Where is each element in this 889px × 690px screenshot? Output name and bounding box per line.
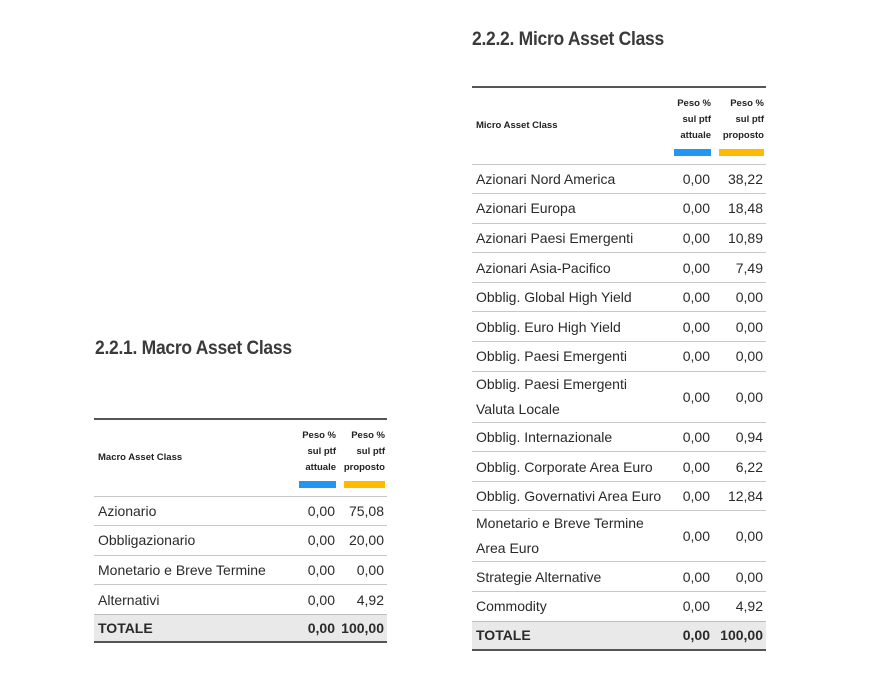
- current-color-swatch: [674, 149, 711, 156]
- total-row: [94, 614, 387, 642]
- row-name: Azionari Paesi Emergenti: [472, 223, 668, 253]
- row-name: Obblig. Corporate Area Euro: [472, 452, 668, 482]
- macro-header-proposed: [338, 419, 387, 496]
- micro-header-proposed: [713, 87, 766, 164]
- row-proposed: 0,00: [713, 562, 766, 592]
- row-name: Obblig. Euro High Yield: [472, 312, 668, 342]
- row-current: 0,00: [293, 585, 338, 615]
- micro-header-current-line2: sul ptf: [682, 113, 711, 125]
- macro-header-proposed-line3: proposto: [343, 461, 385, 473]
- row-proposed: 0,00: [713, 511, 766, 562]
- row-current: 0,00: [668, 342, 713, 372]
- macro-section-title: 2.2.1. Macro Asset Class: [95, 338, 292, 359]
- micro-header-name: Micro Asset Class: [476, 119, 558, 131]
- row-current: 0,00: [668, 282, 713, 312]
- table-row: [472, 511, 766, 562]
- micro-header-proposed-line3: proposto: [722, 129, 764, 141]
- proposed-color-swatch: [344, 481, 385, 488]
- table-row: [472, 312, 766, 342]
- row-proposed: 75,08: [338, 496, 387, 526]
- macro-asset-table: [94, 418, 387, 643]
- table-row: [472, 592, 766, 622]
- row-current: 0,00: [668, 592, 713, 622]
- table-row: [472, 223, 766, 253]
- row-name: Azionari Europa: [472, 194, 668, 224]
- micro-header-current-line1: Peso %: [677, 97, 711, 109]
- row-proposed: 0,00: [713, 312, 766, 342]
- row-current: 0,00: [668, 562, 713, 592]
- macro-header-proposed-line1: Peso %: [351, 429, 385, 441]
- row-current: 0,00: [668, 223, 713, 253]
- row-proposed: 0,00: [713, 342, 766, 372]
- row-proposed: 4,92: [713, 592, 766, 622]
- micro-header-proposed-line1: Peso %: [730, 97, 764, 109]
- row-proposed: 0,94: [713, 422, 766, 452]
- macro-header-proposed-line2: sul ptf: [356, 445, 385, 457]
- total-label: TOTALE: [472, 621, 668, 650]
- table-row: [472, 194, 766, 224]
- row-proposed: 0,00: [713, 371, 766, 422]
- row-name: Commodity: [472, 592, 668, 622]
- total-proposed: 100,00: [713, 621, 766, 650]
- micro-header-proposed-line2: sul ptf: [735, 113, 764, 125]
- macro-header-current-line1: Peso %: [302, 429, 336, 441]
- row-current: 0,00: [668, 511, 713, 562]
- total-current: 0,00: [668, 621, 713, 650]
- macro-header-row: [94, 419, 387, 496]
- row-name: Obblig. Paesi Emergenti Valuta Locale: [472, 371, 668, 422]
- table-row: [472, 253, 766, 283]
- table-row: [94, 526, 387, 556]
- row-current: 0,00: [293, 526, 338, 556]
- row-proposed: 38,22: [713, 164, 766, 194]
- row-name: Obblig. Governativi Area Euro: [472, 481, 668, 511]
- table-row: [472, 371, 766, 422]
- micro-header-current: [668, 87, 713, 164]
- micro-asset-table: [472, 86, 766, 651]
- micro-header-row: [472, 87, 766, 164]
- row-name: Strategie Alternative: [472, 562, 668, 592]
- table-row: [472, 562, 766, 592]
- row-proposed: 12,84: [713, 481, 766, 511]
- row-current: 0,00: [668, 422, 713, 452]
- row-current: 0,00: [668, 253, 713, 283]
- row-proposed: 4,92: [338, 585, 387, 615]
- total-proposed: 100,00: [338, 614, 387, 642]
- row-name: Alternativi: [94, 585, 293, 615]
- row-proposed: 6,22: [713, 452, 766, 482]
- table-row: [472, 422, 766, 452]
- table-row: [94, 585, 387, 615]
- row-proposed: 0,00: [338, 555, 387, 585]
- macro-header-current: [293, 419, 338, 496]
- row-current: 0,00: [668, 312, 713, 342]
- row-proposed: 0,00: [713, 282, 766, 312]
- row-name: Azionari Nord America: [472, 164, 668, 194]
- total-row: [472, 621, 766, 650]
- table-row: [472, 282, 766, 312]
- row-name: Azionari Asia-Pacifico: [472, 253, 668, 283]
- macro-header-current-line3: attuale: [305, 461, 336, 473]
- row-name: Obblig. Internazionale: [472, 422, 668, 452]
- row-name: Obbligazionario: [94, 526, 293, 556]
- row-proposed: 18,48: [713, 194, 766, 224]
- row-proposed: 20,00: [338, 526, 387, 556]
- row-name: Obblig. Global High Yield: [472, 282, 668, 312]
- row-name: Monetario e Breve Termine: [94, 555, 293, 585]
- table-row: [472, 342, 766, 372]
- current-color-swatch: [299, 481, 336, 488]
- row-current: 0,00: [668, 371, 713, 422]
- macro-header-name: Macro Asset Class: [98, 451, 183, 463]
- total-label: TOTALE: [94, 614, 293, 642]
- row-name: Monetario e Breve Termine Area Euro: [472, 511, 668, 562]
- macro-header-current-line2: sul ptf: [307, 445, 336, 457]
- table-row: [94, 555, 387, 585]
- table-row: [94, 496, 387, 526]
- table-row: [472, 452, 766, 482]
- row-current: 0,00: [668, 481, 713, 511]
- row-name: Obblig. Paesi Emergenti: [472, 342, 668, 372]
- row-current: 0,00: [668, 164, 713, 194]
- row-name: Azionario: [94, 496, 293, 526]
- total-current: 0,00: [293, 614, 338, 642]
- table-row: [472, 164, 766, 194]
- proposed-color-swatch: [719, 149, 764, 156]
- table-row: [472, 481, 766, 511]
- micro-header-current-line3: attuale: [680, 129, 711, 141]
- row-proposed: 10,89: [713, 223, 766, 253]
- row-current: 0,00: [293, 496, 338, 526]
- row-proposed: 7,49: [713, 253, 766, 283]
- row-current: 0,00: [668, 194, 713, 224]
- row-current: 0,00: [668, 452, 713, 482]
- micro-section-title: 2.2.2. Micro Asset Class: [472, 29, 664, 50]
- row-current: 0,00: [293, 555, 338, 585]
